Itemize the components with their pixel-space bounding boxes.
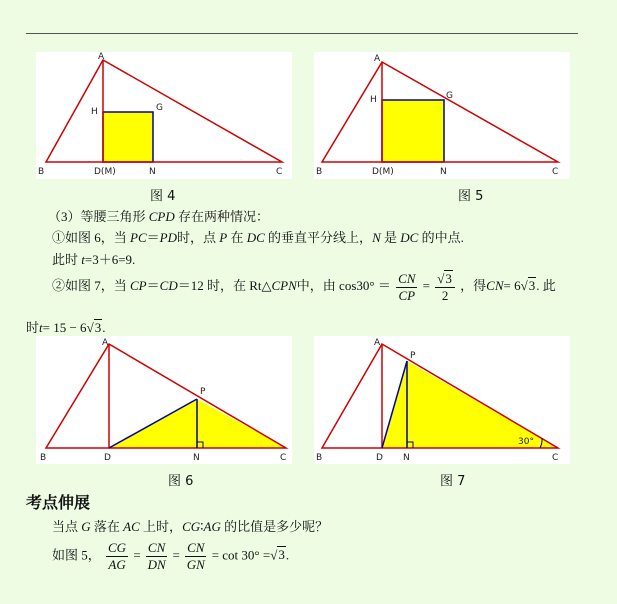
label-a: A	[102, 338, 109, 348]
caption-figure-6: 图 6	[168, 474, 194, 489]
label-b: B	[40, 453, 47, 463]
label-d: D	[376, 453, 383, 463]
label-h: H	[91, 107, 98, 117]
figure-7	[314, 336, 570, 464]
top-rule	[26, 33, 578, 34]
label-dm: D(M)	[94, 167, 116, 177]
label-c: C	[280, 453, 287, 463]
text-line-2: ①如图 6，当 PC＝PD时，点 P 在 DC 的垂直平分线上，N 是 DC 的中点.	[52, 230, 464, 245]
caption-figure-5: 图 5	[458, 189, 484, 204]
label-d: D	[104, 453, 111, 463]
label-g: G	[446, 91, 453, 101]
label-c: C	[552, 453, 559, 463]
figure-6	[36, 336, 292, 464]
triangle-dpc	[382, 361, 558, 448]
fraction-sqrt3-2: $\frac{√3}{2}$	[435, 270, 455, 304]
fraction-cn-cp: $\frac{CN}{CP}$	[398, 270, 416, 303]
triangle-abc	[46, 60, 282, 162]
figure-5	[314, 52, 570, 179]
caption-figure-4: 图 4	[150, 189, 176, 204]
fraction-cg-ag: $\frac{CG}{AG}$	[108, 540, 127, 572]
fraction-cn-dn: $\frac{CN}{DN}$	[147, 540, 166, 572]
figure-4	[36, 52, 292, 179]
text-line-7: 如图 5， $\frac{CG}{AG}$ = $\frac{CN}{DN}$ = $\frac{CN}{GN}$ = cot 30° =√3.	[52, 540, 290, 572]
text-line-5: 时t= 15 − 6√3.	[26, 320, 106, 335]
fraction-cn-gn: $\frac{CN}{GN}$	[186, 540, 205, 572]
text-line-3: 此时 t=3＋6=9.	[52, 252, 136, 267]
label-a: A	[374, 54, 381, 64]
text-line-4: ②如图 7，当 CP＝CD＝12 时，在 Rt△CPN中，由 cos30° ＝ $\frac{CN}{CP}$ = $\frac{√3}{2}$ ，得CN= 6√3. 此	[52, 270, 556, 303]
label-a: A	[98, 52, 105, 62]
label-a: A	[374, 338, 381, 348]
label-n: N	[440, 167, 447, 177]
square-hdng	[103, 112, 153, 162]
label-n: N	[193, 453, 200, 463]
label-c: C	[552, 167, 559, 177]
label-p: P	[200, 387, 206, 397]
text-line-1: （3）等腰三角形 CPD 存在两种情况：	[48, 209, 270, 224]
label-c: C	[276, 167, 283, 177]
section-heading: 考点伸展	[26, 493, 91, 512]
text-line-6: 当点 G 落在 AC 上时，CG∶AG 的比值是多少呢？	[52, 519, 329, 534]
label-h: H	[370, 95, 377, 105]
label-p: P	[410, 351, 416, 361]
label-n: N	[149, 167, 156, 177]
label-dm: D(M)	[372, 167, 394, 177]
label-angle-30: 30°	[518, 437, 534, 447]
label-b: B	[316, 453, 323, 463]
label-b: B	[316, 167, 323, 177]
caption-figure-7: 图 7	[440, 474, 466, 489]
label-b: B	[38, 167, 45, 177]
square-hdng	[382, 100, 444, 162]
label-n: N	[403, 453, 410, 463]
label-g: G	[156, 103, 163, 113]
